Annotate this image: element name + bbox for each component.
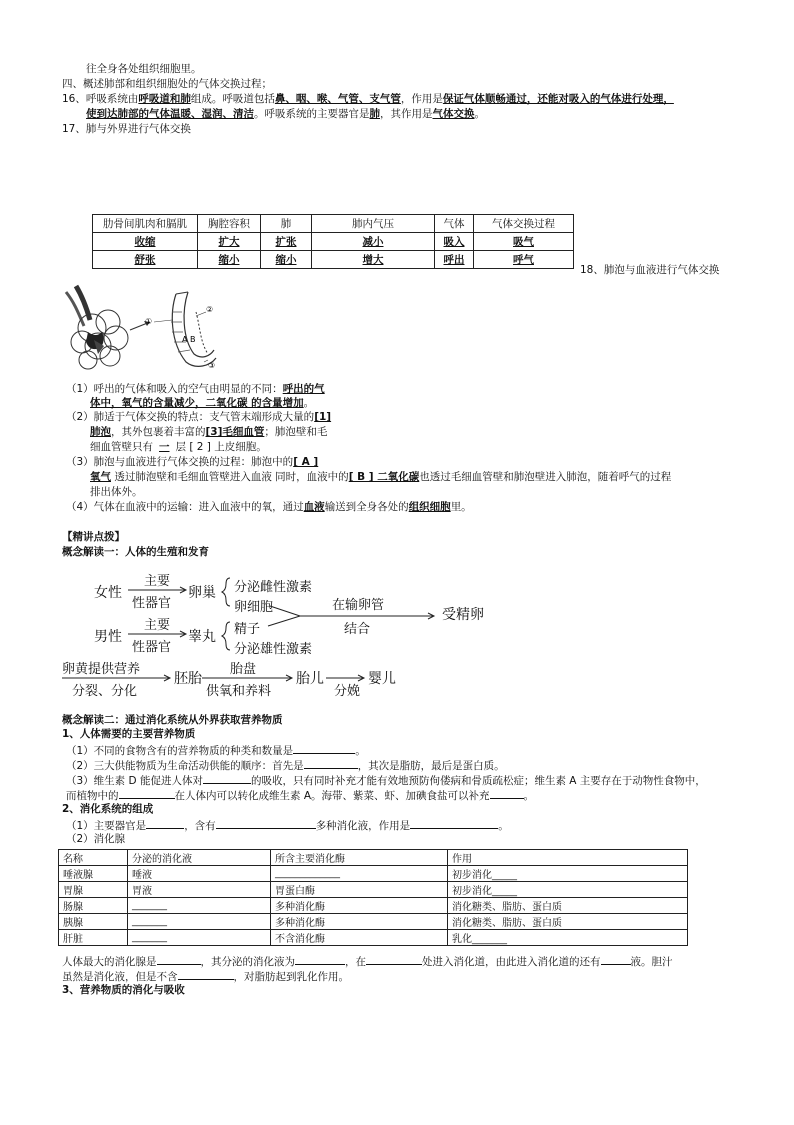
label-circle-3: ③ (208, 361, 216, 370)
blank[interactable] (119, 787, 175, 799)
blank[interactable] (146, 817, 184, 829)
blank[interactable] (410, 817, 498, 829)
table-row: 肝脏 _______ 不含消化酶 乳化_______ (59, 930, 688, 946)
blank[interactable] (216, 817, 316, 829)
blank[interactable] (490, 787, 524, 799)
table-row: 胰腺 _______ 多种消化酶 消化糖类、脂肪、蛋白质 (59, 914, 688, 930)
diagram-lines (62, 570, 562, 700)
item-16-line1: 16、呼吸系统由呼吸道和肺组成。呼吸道包括鼻、咽、喉、气管、支气管，作用是保证气体顺畅通过，还能对吸入的气体进行处理， (62, 93, 674, 105)
concept2-title: 概念解读二：通过消化系统从外界获取营养物质 (62, 714, 283, 726)
nutrient-q3-line1: （3）维生素 D 能促进人体对 的吸收，只有同时补充才能有效地预防佝偻病和骨质疏松症；维生素 A 主要存在于动物性食物中， (66, 772, 706, 788)
item-17-title: 17、肺与外界进行气体交换 (62, 123, 191, 135)
digestive-q1: （1）主要器官是 ，含有 多种消化液，作用是 。 (66, 817, 509, 833)
table-header-row: 肋骨间肌肉和膈肌 胸腔容积 肺 肺内气压 气体 气体交换过程 (93, 215, 574, 233)
reproduction-diagram: 女性 主要 性器官 卵巢 分泌雌性激素 卵细胞 在输卵管 结合 受精卵 男性 主要 性器官 睾丸 精子 分泌雄性激素 卵黄提供营养 分裂、分化 胚胎 胎盘 供氧和养料 胎儿 分娩 婴儿 (62, 570, 562, 695)
section-jingjiang: 【精讲点拨】 (62, 531, 125, 543)
concept2-h3: 3、营养物质的消化与吸收 (62, 984, 185, 996)
nutrient-q2: （2）三大供能物质为生命活动供能的顺序：首先是 ，其次是脂肪，最后是蛋白质。 (66, 757, 505, 773)
nutrient-q1: （1）不同的食物含有的营养物质的种类和数量是 。 (66, 742, 366, 758)
blank[interactable] (304, 757, 358, 769)
concept2-h1: 1、人体需要的主要营养物质 (62, 728, 196, 740)
item-16-line2: 使到达肺部的气体温暖、湿润、清洁。呼吸系统的主要器官是肺，其作用是气体交换。 (86, 108, 485, 120)
table-row: 唾液腺 唾液 _____________ 初步消化_____ (59, 866, 688, 882)
label-ab: A B (182, 335, 196, 344)
blank[interactable] (203, 772, 251, 784)
item-18-title: 18、肺泡与血液进行气体交换 (580, 264, 720, 276)
heading-four: 四、概述肺部和组织细胞处的气体交换过程； (62, 78, 272, 90)
digestive-q2: （2）消化腺 (66, 833, 126, 845)
s18-p2-line1: （2）肺适于气体交换的特点：支气管末端形成大量的[1] (66, 411, 332, 423)
table-row: 肠腺 _______ 多种消化酶 消化糖类、脂肪、蛋白质 (59, 898, 688, 914)
label-circle-2: ② (206, 305, 214, 314)
s18-p1-line1: （1）呼出的气体和吸入的空气由明显的不同：呼出的气 (66, 383, 325, 395)
s18-p3-line2: 氧气 透过肺泡壁和毛细血管壁进入血液 同时，血液中的[ B ] 二氧化碳也透过毛细血管壁和肺泡壁进入肺泡，随着呼气的过程 (90, 471, 672, 483)
line-continuation: 往全身各处组织细胞里。 (86, 63, 202, 75)
s18-p2-line3: 细血管壁只有 一 层 [ 2 ] 上皮细胞。 (90, 441, 267, 453)
digestive-gland-table (58, 849, 688, 946)
liver-question-line1: 人体最大的消化腺是 ，其分泌的消化液为 ，在 处进入消化道，由此进入消化道的还有 液。胆汁 (62, 953, 673, 969)
concept1-title: 概念解读一：人体的生殖和发育 (62, 546, 209, 558)
liver-question-line2: 虽然是消化液，但是不含 ，对脂肪起到乳化作用。 (62, 968, 349, 984)
s18-p2-line2: 肺泡，其外包裹着丰富的[3]毛细血管；肺泡壁和毛 (90, 426, 328, 438)
blank[interactable] (366, 953, 422, 965)
concept2-h2: 2、消化系统的组成 (62, 803, 154, 815)
s18-p3-line3: 排出体外。 (90, 486, 143, 498)
blank[interactable] (601, 953, 631, 965)
s18-p3-line1: （3）肺泡与血液进行气体交换的过程：肺泡中的[ A ] (66, 456, 319, 468)
blank[interactable] (293, 742, 355, 754)
blank[interactable] (295, 953, 345, 965)
breathing-table (92, 214, 574, 269)
table-row: 舒张 缩小 缩小 增大 呼出 呼气 (93, 251, 574, 269)
table-row: 胃腺 胃液 胃蛋白酶 初步消化_____ (59, 882, 688, 898)
s18-p1-line2: 体中，氧气的含量减少，二氧化碳 的含量增加。 (90, 397, 315, 409)
s18-p4: （4）气体在血液中的运输：进入血液中的氧，通过血液输送到全身各处的组织细胞里。 (66, 501, 472, 513)
alveoli-figure (58, 282, 238, 374)
table-header-row: 名称 分泌的消化液 所含主要消化酶 作用 (59, 850, 688, 866)
blank[interactable] (178, 968, 234, 980)
nutrient-q3-line2: 而植物中的 在人体内可以转化成维生素 A。海带、紫菜、虾、加碘食盐可以补充 。 (66, 787, 534, 803)
label-circle-1: ① (145, 317, 153, 326)
table-row: 收缩 扩大 扩张 减小 吸入 吸气 (93, 233, 574, 251)
blank[interactable] (157, 953, 201, 965)
